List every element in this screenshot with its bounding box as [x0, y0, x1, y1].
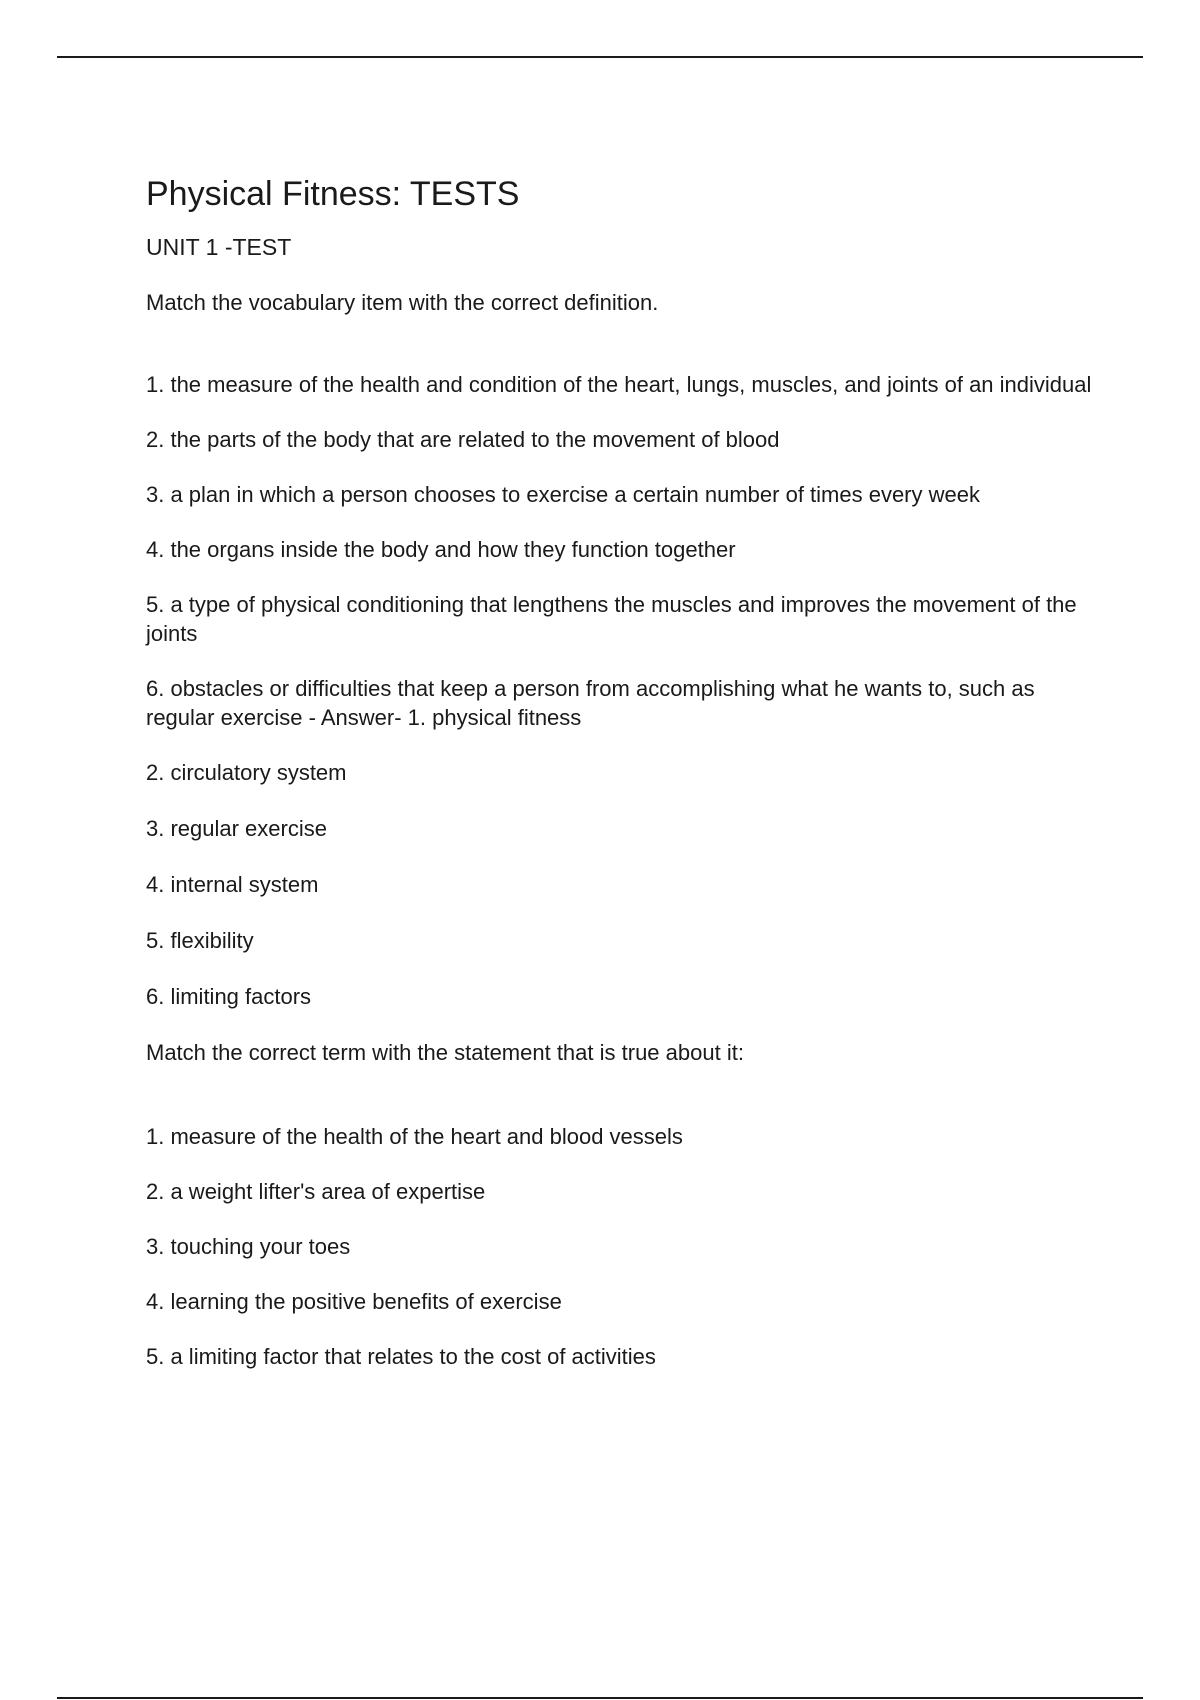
section1-definitions	[146, 370, 1106, 732]
list-item: 3. regular exercise	[146, 816, 327, 841]
list-item: 3. touching your toes	[146, 1234, 351, 1259]
list-item: 2. circulatory system	[146, 760, 347, 785]
top-rule	[57, 56, 1143, 58]
list-item: 5. flexibility	[146, 928, 254, 953]
list-item: 1. measure of the health of the heart and blood vessels	[146, 1124, 683, 1149]
list-item: 1. the measure of the health and condition of the heart, lungs, muscles, and joints of an individual	[146, 372, 1092, 397]
list-item: 4. the organs inside the body and how they function together	[146, 537, 736, 562]
list-item: 2. the parts of the body that are related to the movement of blood	[146, 427, 780, 452]
section1-instruction: Match the vocabulary item with the correct definition.	[146, 290, 659, 315]
list-item: 2. a weight lifter's area of expertise	[146, 1179, 486, 1204]
document-body	[146, 170, 1106, 1397]
section2-instruction: Match the correct term with the statement that is true about it:	[146, 1040, 744, 1065]
section1-answers	[146, 758, 1106, 1011]
list-item: 6. limiting factors	[146, 984, 312, 1009]
list-item: 4. learning the positive benefits of exercise	[146, 1289, 562, 1314]
unit-heading: UNIT 1 -TEST	[146, 234, 292, 260]
bottom-rule	[57, 1697, 1143, 1699]
list-item: 3. a plan in which a person chooses to exercise a certain number of times every week	[146, 482, 980, 507]
list-item: 5. a type of physical conditioning that lengthens the muscles and improves the movement of the joints	[146, 592, 1077, 646]
section2-statements	[146, 1122, 1106, 1371]
list-item: 4. internal system	[146, 872, 319, 897]
list-item: 5. a limiting factor that relates to the cost of activities	[146, 1344, 656, 1369]
list-item: 6. obstacles or difficulties that keep a person from accomplishing what he wants to, such as regular exercise - Answer- 1. physical fitness	[146, 676, 1035, 730]
page-title: Physical Fitness: TESTS	[146, 175, 520, 213]
